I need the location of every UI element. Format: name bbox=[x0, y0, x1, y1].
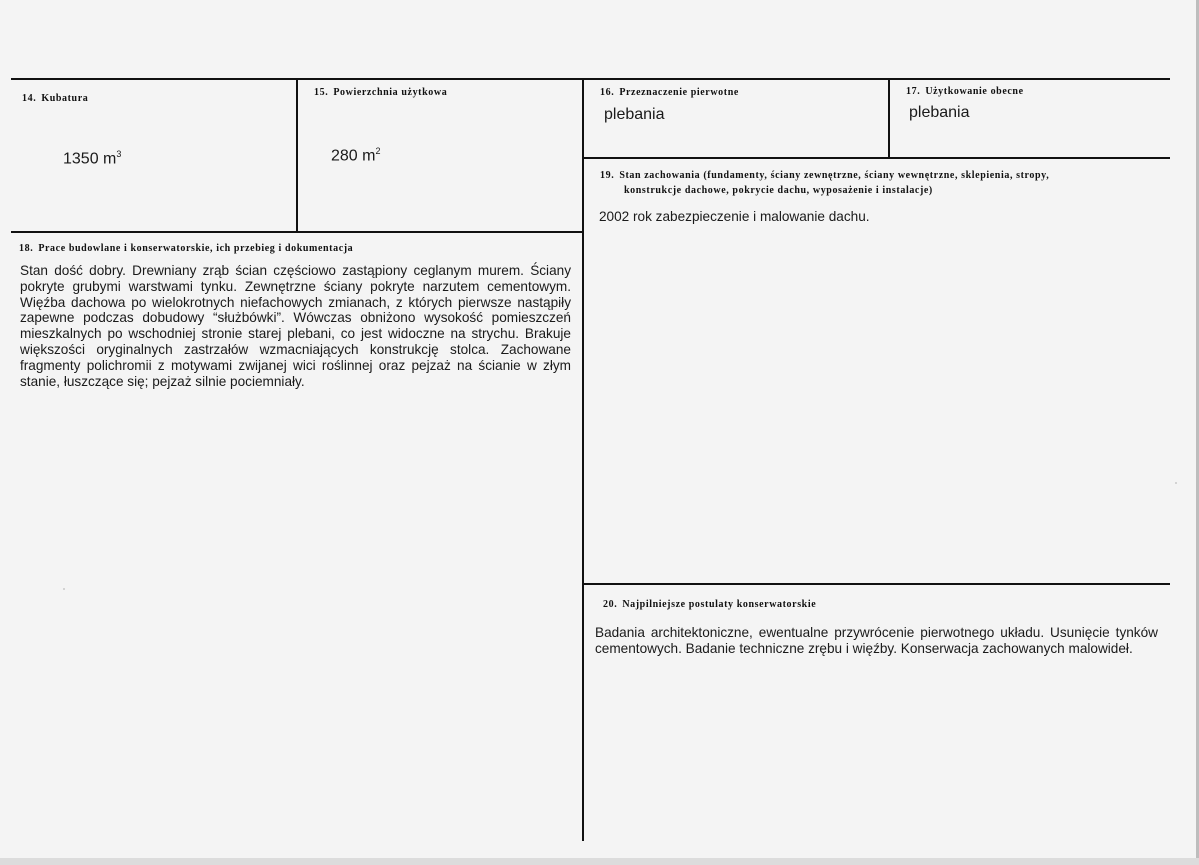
field-16-value: plebania bbox=[604, 106, 665, 123]
field-17-value: plebania bbox=[909, 104, 970, 121]
field-19-text: 2002 rok zabezpieczenie i malowanie dachu. bbox=[599, 209, 870, 224]
field-16-title: Przeznaczenie pierwotne bbox=[619, 87, 739, 98]
field-17-label bbox=[906, 86, 1024, 97]
scan-speck bbox=[63, 588, 65, 590]
rule-below-14-15 bbox=[11, 231, 584, 233]
field-20-text: Badania architektoniczne, ewentualne przywrócenie pierwotnego układu. Usunięcie tynków cementowych. Badanie techniczne zrębu i więźby. Konserwacja zachowanych malowideł. bbox=[595, 625, 1158, 656]
field-14-title: Kubatura bbox=[41, 93, 89, 104]
scan-edge-bottom bbox=[0, 858, 1199, 865]
field-18-title: Prace budowlane i konserwatorskie, ich przebieg i dokumentacja bbox=[38, 243, 354, 254]
field-15-title: Powierzchnia użytkowa bbox=[333, 87, 448, 98]
field-15-value bbox=[331, 146, 380, 165]
center-divider bbox=[582, 79, 584, 841]
field-16-label bbox=[600, 87, 739, 98]
field-19-label-line2: konstrukcje dachowe, pokrycie dachu, wyposażenie i instalacje) bbox=[624, 185, 933, 196]
field-19-number: 19. bbox=[600, 170, 615, 181]
rule-below-16-17 bbox=[583, 157, 1170, 159]
usable-area-value: 280 m bbox=[331, 147, 376, 165]
field-17-number: 17. bbox=[906, 86, 921, 97]
divider-16-17 bbox=[888, 79, 890, 159]
field-19-label bbox=[600, 170, 1049, 181]
field-20-label bbox=[603, 599, 816, 610]
field-15-number: 15. bbox=[314, 87, 329, 98]
cubature-unit-exponent: 3 bbox=[116, 149, 122, 159]
field-18-label bbox=[19, 243, 353, 254]
field-18-text: Stan dość dobry. Drewniany zrąb ścian częściowo zastąpiony ceglanym murem. Ściany pokryte grubymi warstwami tynku. Zewnętrzne ściany pokryte narzutem cementowym. Więźba dachowa po wielokrotnych niefachowych zmianach, z których pierwsze nastąpiły zapewne podczas dobudowy “służbówki”. Wówczas obniżono wysokość pomieszczeń mieszkalnych po wschodniej stronie starej plebani, co jest widoczne na strychu. Brakuje większości oryginalnych zastrzałów wzmacniających konstrukcję stolca. Zachowane fragmenty polichromii z motywami zwijanej wici roślinnej oraz pejzaż na ścianie w złym stanie, łuszczące się; pejzaż silnie pociemniały. bbox=[20, 263, 571, 389]
field-18-number: 18. bbox=[19, 243, 34, 254]
cubature-value: 1350 m bbox=[63, 150, 117, 168]
usable-area-unit-exponent: 2 bbox=[375, 146, 381, 156]
field-15-label bbox=[314, 87, 447, 98]
scan-speck bbox=[1175, 482, 1177, 484]
field-14-label bbox=[22, 93, 88, 104]
field-14-value bbox=[63, 149, 121, 168]
field-20-number: 20. bbox=[603, 599, 618, 610]
field-14-number: 14. bbox=[22, 93, 37, 104]
top-rule bbox=[11, 78, 1170, 80]
field-20-title: Najpilniejsze postulaty konserwatorskie bbox=[622, 599, 817, 610]
rule-above-20 bbox=[583, 583, 1170, 585]
field-17-title: Użytkowanie obecne bbox=[925, 86, 1024, 97]
divider-14-15 bbox=[296, 79, 298, 232]
field-16-number: 16. bbox=[600, 87, 615, 98]
field-19-title-line1: Stan zachowania (fundamenty, ściany zewnętrzne, ściany wewnętrzne, sklepienia, stropy, bbox=[619, 170, 1050, 181]
